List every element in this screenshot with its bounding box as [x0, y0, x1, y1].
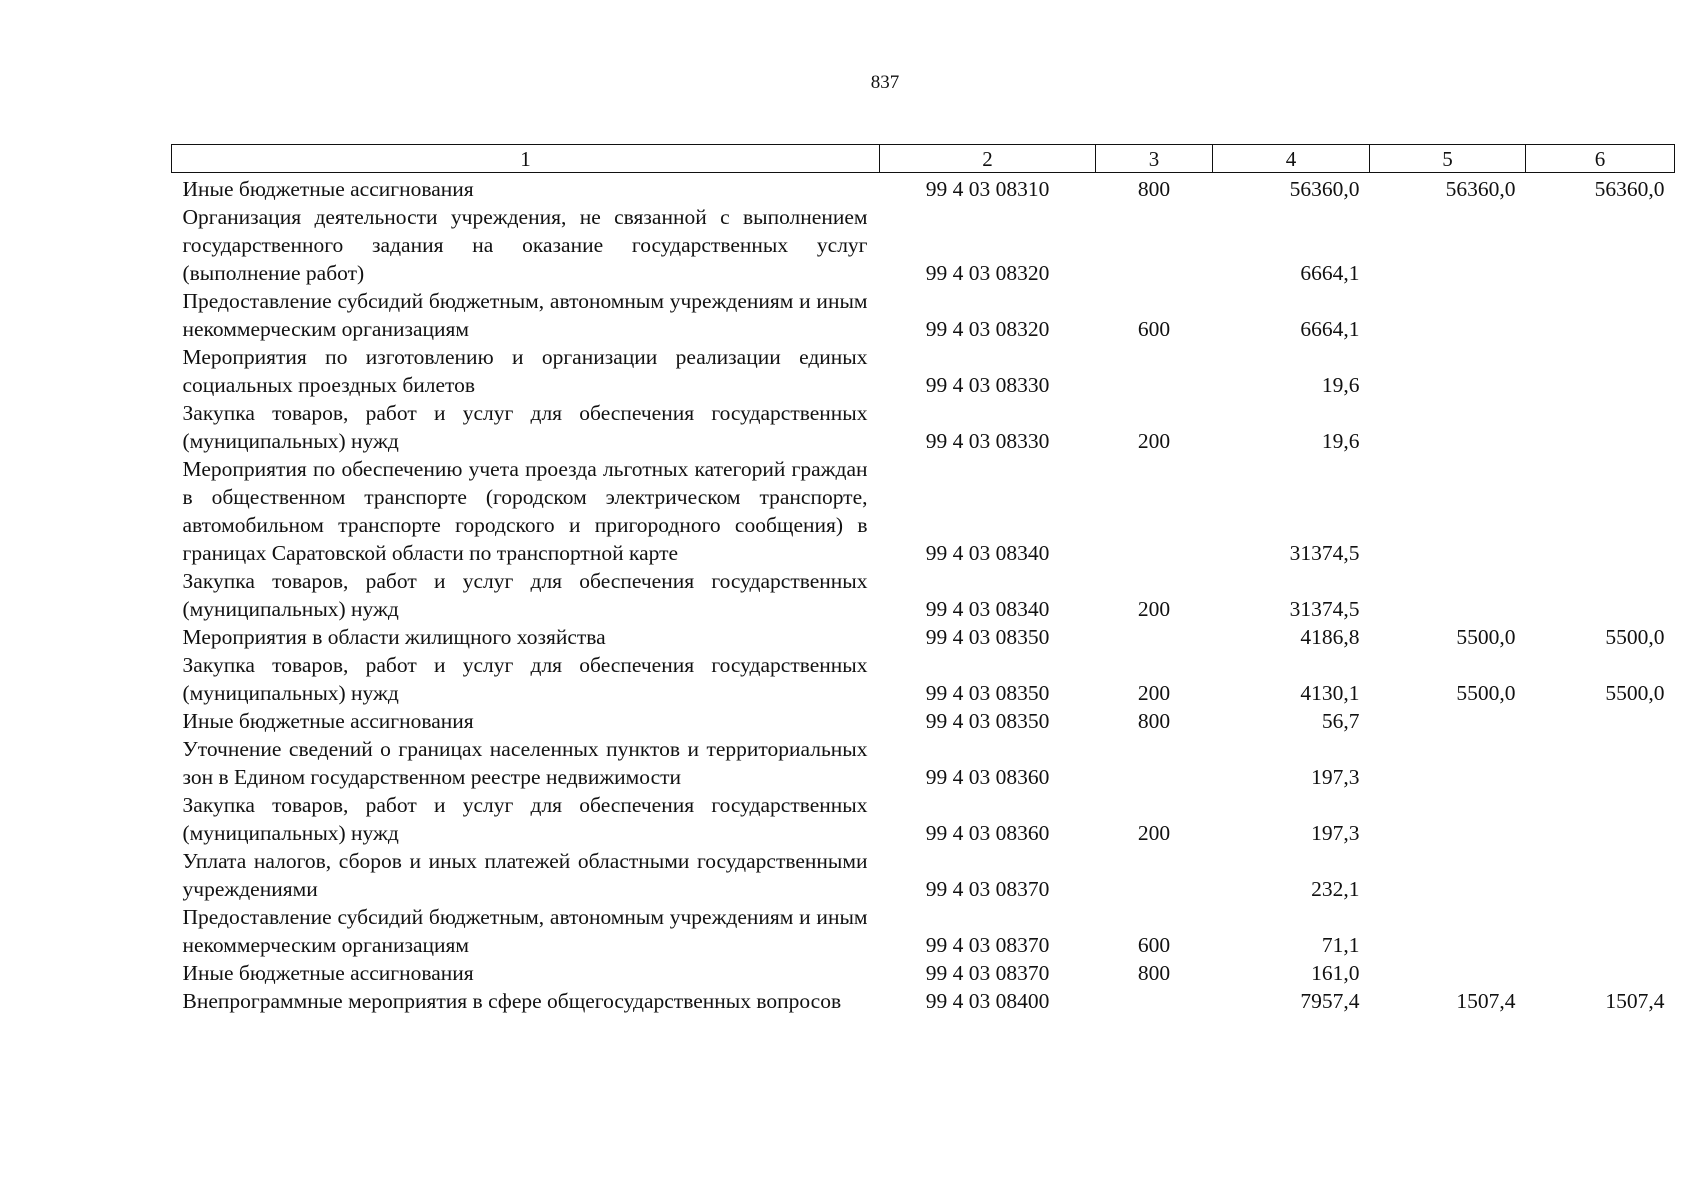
row-expense-type — [1096, 623, 1213, 651]
page-number: 837 — [870, 72, 900, 93]
table-row — [172, 959, 1675, 987]
row-code: 99 4 03 08360 — [925, 821, 1050, 845]
table-row — [172, 847, 1675, 903]
table-row — [172, 287, 1675, 343]
budget-table — [171, 144, 1675, 1015]
table-row — [172, 903, 1675, 959]
row-value-col4: 197,3 — [1311, 821, 1360, 845]
row-name: Закупка товаров, работ и услуг для обеспечения государственных (муниципальных) нужд — [182, 653, 868, 705]
row-expense-type: 800 — [1137, 961, 1171, 985]
row-value-col5 — [1370, 567, 1526, 623]
row-expense-type: 200 — [1137, 429, 1171, 453]
row-value-col4: 56360,0 — [1289, 177, 1360, 201]
row-expense-type — [1096, 203, 1213, 287]
row-value-col4: 161,0 — [1311, 961, 1360, 985]
row-name: Мероприятия по обеспечению учета проезда льготных категорий граждан в общественном транспорте (городском электрическом транспорте, автомобильном транспорте городского и пригородного сообщения) в границах Саратовской области по транспортной карте — [182, 457, 868, 565]
row-expense-type — [1096, 847, 1213, 903]
table-row — [172, 203, 1675, 287]
row-name: Предоставление субсидий бюджетным, автономным учреждениям и иным некоммерческим организациям — [182, 289, 868, 341]
table-row — [172, 791, 1675, 847]
row-value-col5 — [1370, 847, 1526, 903]
row-value-col6 — [1526, 567, 1675, 623]
row-value-col6 — [1526, 343, 1675, 399]
row-value-col5 — [1370, 735, 1526, 791]
row-value-col5 — [1370, 707, 1526, 735]
row-name: Мероприятия в области жилищного хозяйства — [182, 625, 606, 649]
row-expense-type: 600 — [1137, 317, 1171, 341]
row-code: 99 4 03 08350 — [925, 625, 1050, 649]
row-value-col6 — [1526, 287, 1675, 343]
row-value-col5: 1507,4 — [1456, 989, 1516, 1013]
row-value-col5 — [1370, 455, 1526, 567]
row-value-col4: 197,3 — [1311, 765, 1360, 789]
row-code: 99 4 03 08320 — [925, 317, 1050, 341]
table-row — [172, 173, 1675, 204]
row-code: 99 4 03 08370 — [925, 877, 1050, 901]
row-name: Иные бюджетные ассигнования — [182, 961, 474, 985]
row-value-col6 — [1526, 399, 1675, 455]
row-code: 99 4 03 08310 — [925, 177, 1050, 201]
row-code: 99 4 03 08320 — [925, 261, 1050, 285]
row-expense-type: 600 — [1137, 933, 1171, 957]
row-value-col6 — [1526, 735, 1675, 791]
header-cell-6: 6 — [1526, 145, 1675, 173]
table-header-row — [172, 145, 1675, 173]
header-cell-5: 5 — [1370, 145, 1526, 173]
row-code: 99 4 03 08340 — [925, 541, 1050, 565]
row-value-col6 — [1526, 791, 1675, 847]
row-value-col5 — [1370, 903, 1526, 959]
row-expense-type: 800 — [1137, 177, 1171, 201]
row-name: Уточнение сведений о границах населенных пунктов и территориальных зон в Едином государственном реестре недвижимости — [182, 737, 868, 789]
row-code: 99 4 03 08330 — [925, 429, 1050, 453]
table-row — [172, 343, 1675, 399]
row-value-col4: 19,6 — [1321, 429, 1360, 453]
row-expense-type — [1096, 735, 1213, 791]
row-code: 99 4 03 08370 — [925, 933, 1050, 957]
row-expense-type — [1096, 343, 1213, 399]
row-value-col4: 31374,5 — [1289, 541, 1360, 565]
row-expense-type — [1096, 455, 1213, 567]
row-value-col6: 5500,0 — [1605, 625, 1665, 649]
row-value-col6 — [1526, 903, 1675, 959]
row-code: 99 4 03 08350 — [925, 681, 1050, 705]
row-expense-type — [1096, 987, 1213, 1015]
row-code: 99 4 03 08370 — [925, 961, 1050, 985]
table-row — [172, 567, 1675, 623]
row-value-col5 — [1370, 959, 1526, 987]
row-value-col4: 56,7 — [1321, 709, 1360, 733]
table-header — [172, 145, 1675, 173]
row-value-col5 — [1370, 791, 1526, 847]
row-value-col6: 5500,0 — [1605, 681, 1665, 705]
row-code: 99 4 03 08350 — [925, 709, 1050, 733]
header-cell-1: 1 — [172, 145, 880, 173]
row-code: 99 4 03 08340 — [925, 597, 1050, 621]
row-value-col5: 56360,0 — [1445, 177, 1516, 201]
row-expense-type: 800 — [1137, 709, 1171, 733]
row-name: Иные бюджетные ассигнования — [182, 177, 474, 201]
table-body — [172, 173, 1675, 1016]
row-value-col6: 1507,4 — [1605, 989, 1665, 1013]
row-value-col6: 56360,0 — [1594, 177, 1665, 201]
row-name: Мероприятия по изготовлению и организации реализации единых социальных проездных билетов — [182, 345, 868, 397]
row-value-col6 — [1526, 455, 1675, 567]
row-value-col5: 5500,0 — [1456, 625, 1516, 649]
row-value-col6 — [1526, 959, 1675, 987]
row-value-col5 — [1370, 343, 1526, 399]
row-name: Уплата налогов, сборов и иных платежей областными государственными учреждениями — [182, 849, 868, 901]
table-row — [172, 623, 1675, 651]
row-value-col4: 31374,5 — [1289, 597, 1360, 621]
row-value-col4: 4186,8 — [1300, 625, 1360, 649]
row-value-col6 — [1526, 707, 1675, 735]
table-row — [172, 735, 1675, 791]
row-value-col5: 5500,0 — [1456, 681, 1516, 705]
header-cell-2: 2 — [880, 145, 1096, 173]
row-code: 99 4 03 08330 — [925, 373, 1050, 397]
row-value-col4: 71,1 — [1321, 933, 1360, 957]
row-value-col4: 6664,1 — [1300, 317, 1360, 341]
table-row — [172, 399, 1675, 455]
row-value-col4: 232,1 — [1311, 877, 1360, 901]
row-value-col6 — [1526, 203, 1675, 287]
row-name: Внепрограммные мероприятия в сфере общегосударственных вопросов — [182, 989, 842, 1013]
row-name: Предоставление субсидий бюджетным, автономным учреждениям и иным некоммерческим организациям — [182, 905, 868, 957]
row-name: Закупка товаров, работ и услуг для обеспечения государственных (муниципальных) нужд — [182, 569, 868, 621]
row-code: 99 4 03 08400 — [925, 989, 1050, 1013]
row-value-col5 — [1370, 203, 1526, 287]
row-value-col4: 4130,1 — [1300, 681, 1360, 705]
row-code: 99 4 03 08360 — [925, 765, 1050, 789]
row-name: Иные бюджетные ассигнования — [182, 709, 474, 733]
row-name: Закупка товаров, работ и услуг для обеспечения государственных (муниципальных) нужд — [182, 793, 868, 845]
row-value-col4: 7957,4 — [1300, 989, 1360, 1013]
row-value-col4: 19,6 — [1321, 373, 1360, 397]
row-value-col6 — [1526, 847, 1675, 903]
row-expense-type: 200 — [1137, 597, 1171, 621]
row-expense-type: 200 — [1137, 681, 1171, 705]
row-value-col5 — [1370, 399, 1526, 455]
row-name: Закупка товаров, работ и услуг для обеспечения государственных (муниципальных) нужд — [182, 401, 868, 453]
table-row — [172, 651, 1675, 707]
table-row — [172, 987, 1675, 1015]
row-value-col5 — [1370, 287, 1526, 343]
row-value-col4: 6664,1 — [1300, 261, 1360, 285]
table-row — [172, 707, 1675, 735]
row-expense-type: 200 — [1137, 821, 1171, 845]
header-cell-4: 4 — [1213, 145, 1370, 173]
header-cell-3: 3 — [1096, 145, 1213, 173]
row-name: Организация деятельности учреждения, не связанной с выполнением государственного задания на оказание государственных услуг (выполнение работ) — [182, 205, 868, 285]
table-row — [172, 455, 1675, 567]
